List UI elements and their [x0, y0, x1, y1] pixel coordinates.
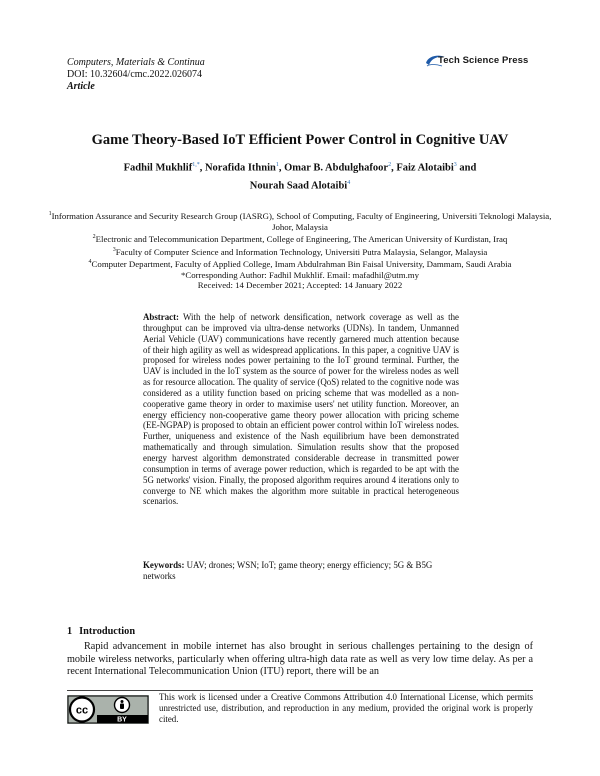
person-body [120, 704, 124, 710]
intro-paragraph: Rapid advancement in mobile internet has also brought in serious challenges pertaining to the design of mobile wireless networks, particularly when offering ultra-high data rate as well as very low time delay. As per a recent International Telecommunication Union (ITU) report, there will be an [67, 641, 533, 678]
section-title: Introduction [79, 626, 136, 637]
publisher-logo [424, 54, 544, 70]
section-heading [67, 626, 135, 637]
cc-by-badge[interactable] [67, 695, 149, 724]
section-number: 1 [67, 626, 73, 637]
author-marks[interactable]: 4 [347, 179, 351, 186]
abstract-text: With the help of network densification, network coverage as well as the throughput can be improved via ultra-dense networks (UDNs). In tandem, Unmanned Aerial Vehicle (UAV) communications have recently garnered much attention because of their high agility as well as widespread applications. In this paper, a cognitive UAV is proposed for wireless nodes power pertaining to the IoT ground terminal. Further, the UAV is included in the IoT system as the source of power for the wireless nodes as well as for resource allocation. The quality of service (QoS) related to the cognitive node was considered as a utility function based on pricing scheme that was modelled as a non-cooperative game theory in order to maximise users' net utility function. Moreover, an energy efficiency non-cooperative game theory power allocation with pricing scheme (EE-NGPAP) is proposed to obtain an efficient power control within IoT wireless nodes. Further, uniqueness and existence of the Nash equilibrium have been demonstrated mathematically and through simulation. Simulation results show that the proposed energy harvest algorithm demonstrated considerable decrease in transmitted power consumption in terms of average power reduction, which is regarded to be apt with the 5G networks' vision. Finally, the proposed algorithm requires around 4 iterations only to converge to NE which makes the algorithm more suitable in practical heterogeneous scenarios. [143, 312, 459, 507]
license-text: This work is licensed under a Creative Commons Attribution 4.0 International License, which permits unrestricted use, distribution, and reproduction in any medium, provided the original work is properly cited. [159, 692, 533, 724]
person-head [121, 700, 124, 703]
received-accepted-dates: Received: 14 December 2021; Accepted: 14 January 2022 [197, 280, 403, 291]
affiliation-text: Computer Department, Faculty of Applied College, Imam Abdulrahman Bin Faisal University, Dammam, Saudi Arabia [91, 259, 512, 270]
affiliation-item [40, 232, 560, 245]
author-separator: , [199, 162, 205, 174]
affiliation-text: Electronic and Telecommunication Department, College of Engineering, The American University of Kurdistan, Iraq [95, 234, 508, 245]
doi-link[interactable]: DOI: 10.32604/cmc.2022.026074 [67, 69, 202, 80]
affiliation-item [40, 245, 560, 258]
affiliation-mark: 2 [92, 234, 96, 241]
author-separator: , [391, 162, 397, 174]
author-name: Fadhil Mukhlif [123, 162, 193, 174]
author-marks[interactable]: 2 [388, 162, 392, 168]
keywords [143, 560, 459, 582]
author-name: Nourah Saad Alotaibi [249, 180, 348, 191]
affiliation-text: Information Assurance and Security Research Group (IASRG), School of Computing, Faculty of Engineering, Universiti Teknologi Malaysia, Johor, Malaysia [51, 210, 552, 232]
abstract [143, 312, 459, 507]
publisher-name: Tech Science Press [438, 55, 529, 66]
author-list [80, 158, 520, 193]
footer-divider [67, 690, 533, 691]
affiliation-mark: 3 [112, 246, 116, 253]
author-separator: , [278, 162, 285, 174]
author-name: Faiz Alotaibi [396, 162, 454, 174]
author-separator: and [456, 162, 477, 174]
author-marks[interactable]: 1 [275, 162, 279, 168]
affiliation-mark: 1 [48, 211, 52, 217]
by-letters: BY [117, 716, 127, 724]
affiliation-item [40, 257, 560, 270]
author-marks[interactable]: 3 [453, 162, 457, 168]
paper-title: Game Theory-Based IoT Efficient Power Control in Cognitive UAV [91, 132, 509, 148]
keywords-label: Keywords: [143, 560, 185, 570]
author-marks[interactable]: 1,* [192, 162, 200, 168]
keywords-text: UAV; drones; WSN; IoT; game theory; energy efficiency; 5G & B5G networks [143, 560, 433, 581]
author-name: Norafida Ithnin [204, 162, 276, 174]
cc-letters: cc [75, 704, 89, 717]
affiliation-mark: 4 [88, 259, 92, 266]
corresponding-author: *Corresponding Author: Fadhil Mukhlif. Email: mafadhil@utm.my [180, 269, 420, 280]
journal-name: Computers, Materials & Continua [67, 57, 205, 68]
author-name: Omar B. Abdulghafoor [284, 162, 389, 174]
affiliations [40, 209, 560, 291]
affiliation-item [40, 209, 560, 232]
affiliation-text: Faculty of Computer Science and Information Technology, Universiti Putra Malaysia, Selangor, Malaysia [115, 246, 488, 257]
abstract-label: Abstract: [143, 312, 179, 322]
article-type: Article [67, 81, 95, 92]
